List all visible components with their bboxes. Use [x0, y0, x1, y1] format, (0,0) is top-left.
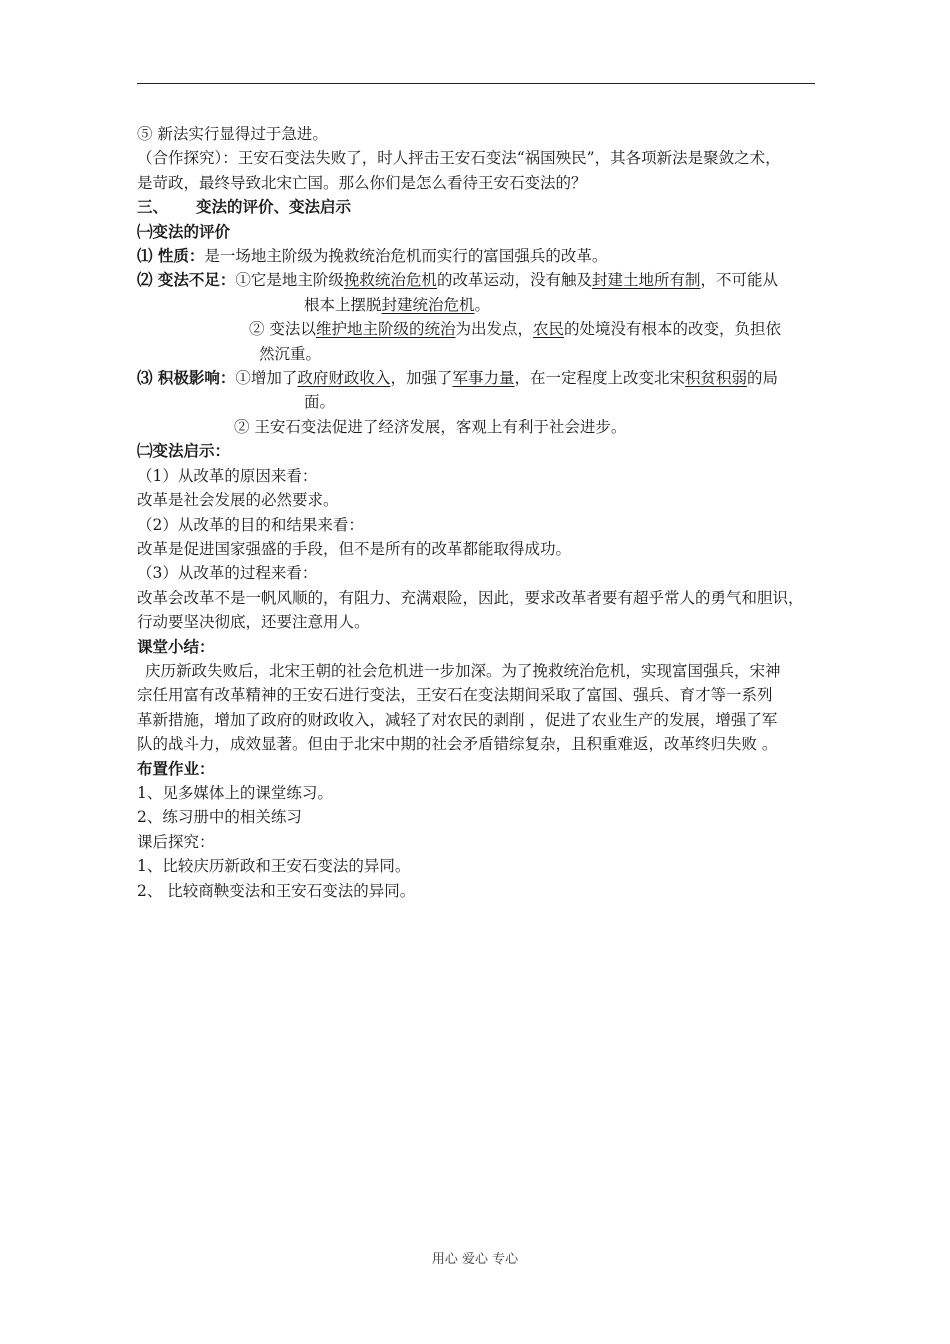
- summary-heading: 课堂小结：: [137, 637, 215, 656]
- section-number: 三、: [137, 198, 169, 217]
- text-span: 。: [474, 295, 491, 314]
- homework-heading: 布置作业：: [137, 759, 215, 778]
- underlined-term: 封建土地所有制: [591, 271, 701, 290]
- text-span: ①增加了: [235, 369, 298, 388]
- process-heading: （3）从改革的过程来看：: [137, 564, 318, 583]
- positive-line-1: [137, 366, 827, 390]
- post-class-item: 1、比较庆历新政和王安石变法的异同。: [137, 857, 411, 876]
- page-footer: 用心 爱心 专心: [431, 1252, 519, 1267]
- text-line: （合作探究）：王安石变法失败了，时人抨击王安石变法“祸国殃民”，其各项新法是聚敛之术，: [137, 149, 781, 168]
- reason-heading: （1）从改革的原因来看：: [137, 466, 318, 485]
- lack-line-1: [137, 268, 827, 292]
- underlined-term: 封建统治危机: [381, 295, 475, 314]
- positive-line-1b: 面。: [304, 393, 336, 412]
- text-line: 是苛政，最终导致北宋亡国。那么你们是怎么看待王安石变法的？: [137, 173, 587, 192]
- nature-line: [137, 244, 827, 268]
- goal-heading: （2）从改革的目的和结果来看：: [137, 515, 364, 534]
- underlined-term: 农民: [532, 320, 564, 339]
- post-class-item: 2、 比较商鞅变法和王安石变法的异同。: [137, 881, 416, 900]
- text-span: ② 变法以: [249, 320, 316, 339]
- document-body: [137, 122, 827, 903]
- underlined-term: 维护地主阶级的统治: [315, 320, 456, 339]
- subheading-inspiration: ㈡变法启示：: [137, 442, 231, 461]
- text-span: 的局: [747, 369, 779, 388]
- text-span: 为出发点，: [455, 320, 533, 339]
- lack-line-2b: 然沉重。: [259, 344, 322, 363]
- lack-label: ⑵ 变法不足：: [137, 271, 236, 290]
- underlined-term: 积贫积弱: [684, 369, 747, 388]
- subheading-evaluation: ㈠变法的评价: [137, 222, 231, 241]
- text-span: ，在一定程度上改变北宋: [514, 369, 685, 388]
- text-span: 的处境没有根本的改变，负担依: [563, 320, 781, 339]
- homework-item: 1、见多媒体上的课堂练习。: [137, 783, 333, 802]
- text-span: 的改革运动，没有触及: [436, 271, 592, 290]
- underlined-term: 挽救统治危机: [343, 271, 437, 290]
- summary-line: 庆历新政失败后，北宋王朝的社会危机进一步加深。为了挽救统治危机，实现富国强兵，宋神: [145, 661, 781, 680]
- section-title: 变法的评价、变法启示: [196, 198, 352, 217]
- section-heading-3: [137, 195, 827, 219]
- text-span: ①它是地主阶级: [235, 271, 344, 290]
- goal-text: 改革是促进国家强盛的手段，但不是所有的改革都能取得成功。: [137, 539, 572, 558]
- nature-text: 是一场地主阶级为挽救统治危机而实行的富国强兵的改革。: [204, 247, 608, 266]
- post-class-heading: 课后探究：: [137, 832, 215, 851]
- nature-label: ⑴ 性质：: [137, 247, 205, 266]
- text-line: ⑤ 新法实行显得过于急进。: [137, 125, 328, 143]
- homework-item: 2、练习册中的相关练习: [137, 808, 302, 827]
- process-text-1: 改革会改革不是一帆风顺的，有阻力、充满艰险，因此，要求改革者要有超乎常人的勇气和胆识，: [137, 588, 804, 607]
- text-span: 根本上摆脱: [304, 295, 382, 314]
- lack-line-2: [137, 317, 827, 341]
- lack-line-1b: [137, 293, 827, 317]
- positive-label: ⑶ 积极影响：: [137, 369, 236, 388]
- summary-line: 队的战斗力，成效显著。但由于北宋中期的社会矛盾错综复杂，且积重难返，改革终归失败 。: [137, 735, 778, 754]
- text-span: ，加强了: [390, 369, 453, 388]
- summary-line: 宗任用富有改革精神的王安石进行变法，王安石在变法期间采取了富国、强兵、育才等一系列: [137, 686, 773, 705]
- process-text-2: 行动要坚决彻底，还要注意用人。: [137, 613, 370, 632]
- reason-text: 改革是社会发展的必然要求。: [137, 491, 339, 510]
- underlined-term: 政府财政收入: [297, 369, 391, 388]
- summary-line: 革新措施，增加了政府的财政收入，减轻了对农民的剥削 ，促进了农业生产的发展，增强了军: [137, 710, 778, 729]
- text-span: ，不可能从: [700, 271, 778, 290]
- underlined-term: 军事力量: [452, 369, 515, 388]
- positive-line-2: ② 王安石变法促进了经济发展，客观上有利于社会进步。: [234, 417, 627, 436]
- header-rule: [137, 83, 815, 84]
